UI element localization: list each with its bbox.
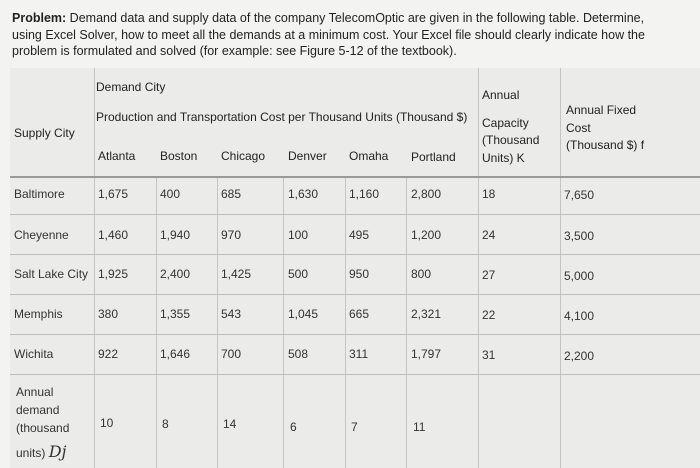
header-divider: [10, 176, 700, 178]
cost-cell: 1,630: [288, 187, 319, 201]
cost-cell: 685: [221, 187, 242, 201]
cost-cell: 1,460: [98, 228, 129, 242]
demand-cell: 7: [351, 420, 358, 434]
cost-cell: 543: [221, 307, 242, 321]
cost-cell: 2,800: [411, 187, 442, 201]
capacity-cell: 22: [482, 308, 496, 322]
cost-header: Production and Transportation Cost per Thousand Units (Thousand $): [96, 110, 468, 124]
cost-cell: 2,321: [411, 307, 442, 321]
grid-line: [283, 176, 284, 468]
cost-cell: 1,925: [98, 267, 129, 281]
problem-statement: [12, 10, 672, 60]
cost-cell: 922: [98, 347, 119, 361]
demand-cell: 11: [413, 420, 426, 434]
fixed-cost-cell: 3,500: [564, 229, 595, 243]
cost-cell: 1,355: [160, 307, 191, 321]
cost-cell: 2,400: [160, 267, 191, 281]
grid-line: [560, 68, 561, 468]
grid-line: [406, 176, 407, 468]
fixed-cost-cell: 2,200: [564, 349, 595, 363]
cost-cell: 380: [98, 307, 119, 321]
capacity-cell: 31: [482, 348, 496, 362]
cost-cell: 970: [221, 228, 242, 242]
grid-line: [478, 68, 479, 468]
cost-cell: 1,646: [160, 347, 191, 361]
cost-cell: 508: [288, 347, 309, 361]
problem-text: Demand data and supply data of the company TelecomOptic are given in the following table. Determine, using Excel Solver, how to meet all the demands at a minimum cost. Your Excel file should clearly indicate how the problem is formulated and solved (for example: see Figure 5-12 of the textbook).: [12, 11, 645, 58]
grid-line: [94, 68, 95, 468]
cost-cell: 400: [160, 187, 181, 201]
capacity-cell: 24: [482, 228, 496, 242]
cost-cell: 1,045: [288, 307, 319, 321]
demand-cell: 14: [223, 417, 237, 431]
capacity-cell: 27: [482, 268, 496, 282]
supply-city-cell: Cheyenne: [14, 228, 69, 242]
demand-cell: 8: [162, 417, 169, 431]
grid-line: [10, 374, 700, 375]
cost-cell: 950: [349, 267, 370, 281]
supply-city-cell: Wichita: [14, 347, 54, 361]
cost-cell: 665: [349, 307, 370, 321]
capacity-cell: 18: [482, 187, 496, 201]
fixed-cost-header-line-1: Annual Fixed: [566, 103, 637, 117]
demand-cell: 6: [290, 420, 297, 434]
supply-city-header: Supply City: [14, 126, 75, 140]
supply-city-cell: Memphis: [14, 307, 63, 321]
demand-label-line-2: demand: [16, 403, 60, 417]
problem-label: Problem:: [12, 11, 67, 25]
demand-symbol: Dj: [48, 442, 67, 461]
capacity-header-line-2: Capacity: [482, 116, 529, 130]
demand-label-line-3: (thousand: [16, 421, 70, 435]
city-header-omaha: Omaha: [349, 149, 389, 163]
cost-cell: 1,425: [221, 267, 252, 281]
demand-label-line-1: Annual: [16, 385, 54, 399]
cost-cell: 500: [288, 267, 309, 281]
demand-label-line-4: [16, 442, 66, 461]
cost-cell: 1,797: [411, 347, 442, 361]
city-header-denver: Denver: [288, 149, 327, 163]
cost-cell: 100: [288, 228, 309, 242]
cost-cell: 1,160: [349, 187, 380, 201]
cost-cell: 311: [349, 347, 369, 361]
capacity-header-line-1: Annual: [482, 88, 520, 102]
grid-line: [217, 176, 218, 468]
cost-cell: 495: [349, 228, 370, 242]
cost-cell: 700: [221, 347, 242, 361]
cost-cell: 800: [411, 267, 432, 281]
demand-city-header: Demand City: [96, 80, 166, 94]
city-header-boston: Boston: [160, 149, 198, 163]
grid-line: [156, 176, 157, 468]
grid-line: [10, 214, 700, 215]
cost-cell: 1,940: [160, 228, 191, 242]
grid-line: [10, 254, 700, 255]
city-header-chicago: Chicago: [221, 149, 266, 163]
grid-line: [345, 176, 346, 468]
grid-line: [10, 334, 700, 335]
cost-cell: 1,675: [98, 187, 129, 201]
capacity-header-line-3: (Thousand: [482, 133, 540, 147]
data-table: [10, 68, 700, 468]
city-header-portland: Portland: [411, 150, 456, 164]
fixed-cost-header-line-3: (Thousand $) f: [566, 138, 645, 152]
fixed-cost-header-line-2: Cost: [566, 121, 591, 135]
capacity-header-line-4: Units) K: [482, 151, 525, 165]
supply-city-cell: Baltimore: [14, 187, 65, 201]
demand-cell: 10: [100, 416, 114, 430]
demand-units-text: units): [16, 446, 46, 460]
supply-city-cell: Salt Lake City: [14, 267, 89, 281]
fixed-cost-cell: 5,000: [564, 269, 595, 283]
cost-cell: 1,200: [411, 228, 442, 242]
fixed-cost-cell: 7,650: [564, 188, 595, 202]
fixed-cost-cell: 4,100: [564, 309, 595, 323]
city-header-atlanta: Atlanta: [98, 149, 136, 163]
grid-line: [10, 294, 700, 295]
